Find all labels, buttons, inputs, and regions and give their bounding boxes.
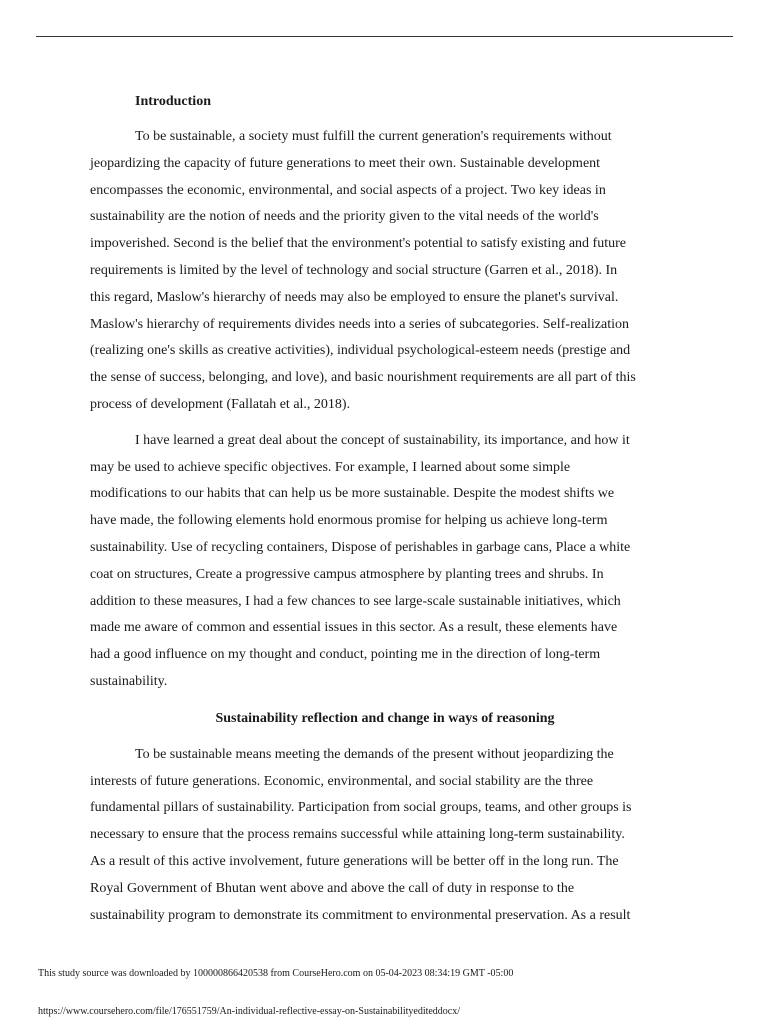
document-body [90, 88, 680, 929]
source-url-link[interactable]: https://www.coursehero.com/file/176551759/An-individual-reflective-essay-on-Sustainabilityediteddocx/ [38, 1006, 461, 1017]
introduction-heading: Introduction [135, 94, 211, 109]
reflection-paragraph: To be sustainable means meeting the demands of the present without jeopardizing the interests of future generations. Economic, environmental, and social stability are the three fundamental pillars of sustainability. Participation from social groups, teams, and other groups is necessary to ensure that the process remains successful while attaining long-term sustainability. As a result of this active involvement, future generations will be better off in the long run. The Royal Government of Bhutan went above and above the call of duty in response to the sustainability program to demonstrate its commitment to environmental preservation. As a result [90, 746, 632, 923]
reflection-heading: Sustainability reflection and change in ways of reasoning [215, 710, 555, 726]
introduction-paragraph: To be sustainable, a society must fulfill the current generation's requirements without jeopardizing the capacity of future generations to meet their own. Sustainable development encompasses the economic, environmental, and social aspects of a project. Two key ideas in sustainability are the notion of needs and the priority given to the vital needs of the world's impoverished. Second is the belief that the environment's potential to satisfy existing and future requirements is limited by the level of technology and social structure (Garren et al., 2018). In this regard, Maslow's hierarchy of needs may also be employed to ensure the planet's survival. Maslow's hierarchy of requirements divides needs into a series of subcategories. Self-realization (realizing one's skills as creative activities), individual psychological-esteem needs (prestige and the sense of success, belonging, and love), and basic nourishment requirements are all part of this process of development (Fallatah et al., 2018). [90, 129, 636, 412]
download-notice: This study source was downloaded by 100000866420538 from CourseHero.com on 05-04-2023 08:34:19 GMT -05:00 [38, 968, 514, 979]
page-top-rule [36, 36, 733, 37]
learning-paragraph: I have learned a great deal about the concept of sustainability, its importance, and how it may be used to achieve specific objectives. For example, I learned about some simple modifications to our habits that can help us be more sustainable. Despite the modest shifts we have made, the following elements hold enormous promise for helping us achieve long-term sustainability. Use of recycling containers, Dispose of perishables in garbage cans, Place a white coat on structures, Create a progressive campus atmosphere by planting trees and shrubs. In addition to these measures, I had a few chances to see large-scale sustainable initiatives, which made me aware of common and essential issues in this sector. As a result, these elements have had a good influence on my thought and conduct, pointing me in the direction of long-term sustainability. [90, 432, 631, 689]
